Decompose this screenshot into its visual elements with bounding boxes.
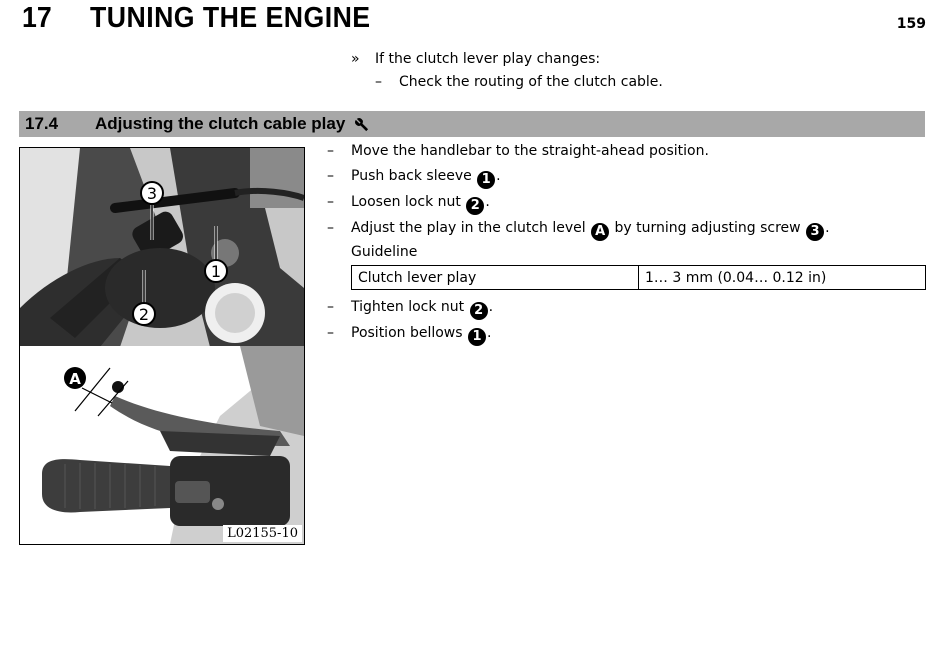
ref-2-icon: 2 xyxy=(470,302,488,320)
section-title-wrap xyxy=(95,114,369,134)
figure-label: L02155-10 xyxy=(223,525,302,542)
note-action xyxy=(375,74,663,90)
ref-1-icon: 1 xyxy=(468,328,486,346)
clutch-cable-illustration xyxy=(20,148,304,347)
note-condition-text: If the clutch lever play changes: xyxy=(375,51,601,67)
step-1: – Move the handlebar to the straight-ahead position. xyxy=(327,143,709,159)
chapter-title: TUNING THE ENGINE xyxy=(90,2,371,34)
ref-1-icon: 1 xyxy=(477,171,495,189)
guideline-label: Guideline xyxy=(351,244,418,260)
step-4: – Adjust the play in the clutch level A by turning adjusting screw 3 . xyxy=(327,220,830,239)
ref-A-icon: A xyxy=(591,223,609,241)
ref-2-icon: 2 xyxy=(466,197,484,215)
callout-1 xyxy=(205,260,227,282)
table-row xyxy=(352,266,926,290)
callout-3 xyxy=(141,182,163,204)
ref-3-icon: 3 xyxy=(806,223,824,241)
svg-text:2: 2 xyxy=(138,305,150,324)
svg-text:1: 1 xyxy=(210,262,222,281)
wrench-icon xyxy=(354,117,369,132)
svg-text:3: 3 xyxy=(146,184,158,203)
photo-clutch-cable xyxy=(19,147,305,348)
guideline-table xyxy=(351,265,926,290)
clutch-lever-illustration xyxy=(20,346,304,544)
step-5: – Tighten lock nut 2 . xyxy=(327,299,494,318)
section-title: Adjusting the clutch cable play xyxy=(95,114,346,133)
spec-value: 1… 3 mm (0.04… 0.12 in) xyxy=(639,266,926,290)
step-3: – Loosen lock nut 2 . xyxy=(327,194,490,213)
section-number: 17.4 xyxy=(25,114,59,133)
section-header xyxy=(19,111,925,137)
svg-text:A: A xyxy=(69,370,81,388)
note-marker: » xyxy=(351,51,360,67)
callout-A xyxy=(64,367,86,389)
photo-clutch-lever-play xyxy=(19,346,305,545)
chapter-number: 17 xyxy=(22,2,52,34)
spec-name: Clutch lever play xyxy=(352,266,639,290)
step-6: – Position bellows 1 . xyxy=(327,325,492,344)
note-action-text: Check the routing of the clutch cable. xyxy=(399,74,663,90)
note-condition xyxy=(351,51,600,67)
note-dash: – xyxy=(375,74,382,90)
callout-2 xyxy=(133,303,155,325)
page-number: 159 xyxy=(896,16,926,32)
step-1-text: Move the handlebar to the straight-ahead position. xyxy=(351,143,709,159)
step-2: – Push back sleeve 1 . xyxy=(327,168,501,187)
